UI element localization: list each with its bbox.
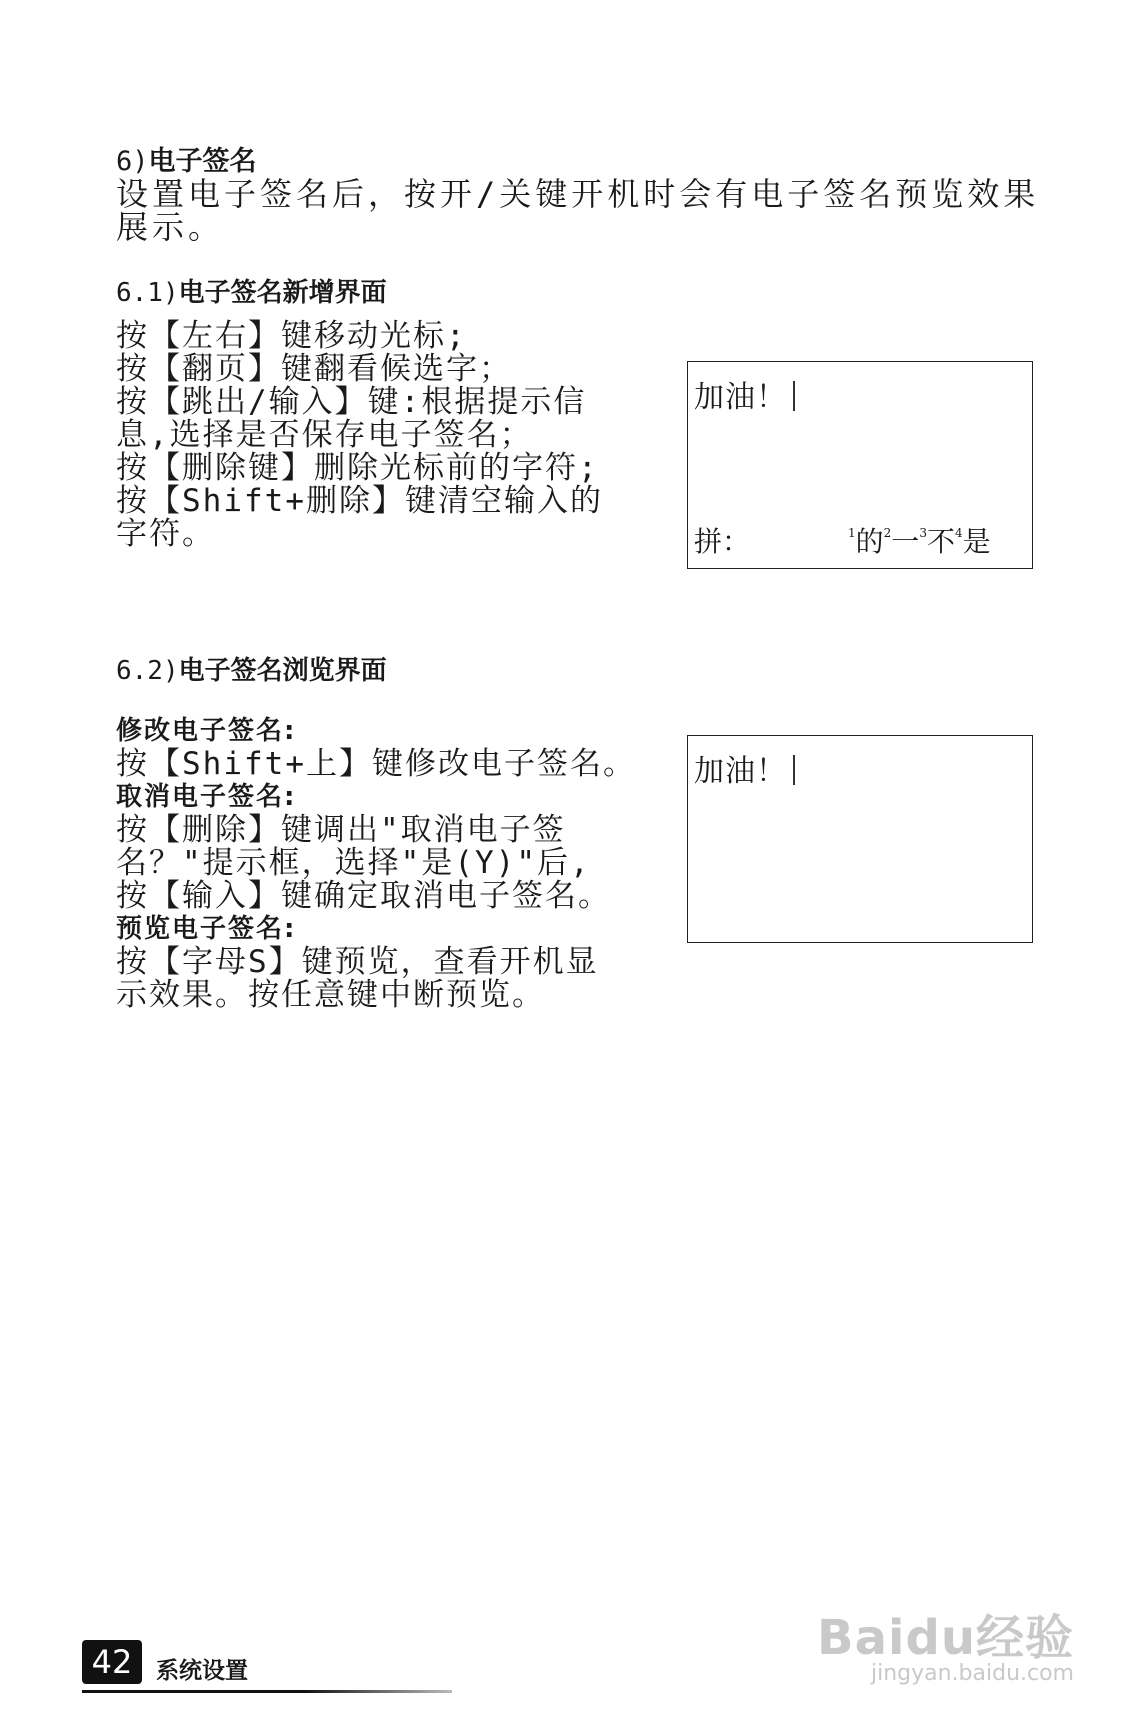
instruction-line: 按【跳出/输入】键:根据提示信 xyxy=(116,384,587,420)
candidate-char: 的 xyxy=(855,525,884,558)
candidate-char: 不 xyxy=(926,525,955,558)
candidate-number: 1 xyxy=(848,526,856,540)
text-cursor xyxy=(793,381,795,411)
section-6-intro: 设置电子签名后，按开/关键开机时会有电子签名预览效果展示。 xyxy=(116,175,1040,246)
pinyin-label: 拼： xyxy=(694,525,751,558)
candidate-list xyxy=(848,520,991,560)
signature-text: 加油！ xyxy=(694,380,787,415)
section-number: 6.2) xyxy=(116,656,179,686)
section-6-2-heading xyxy=(116,655,387,687)
instruction-line: 按【字母S】键预览，查看开机显 xyxy=(116,944,599,980)
screen-text-row xyxy=(694,746,795,790)
section-title: 电子签名浏览界面 xyxy=(178,656,387,686)
watermark-brand: Baidu经验 xyxy=(817,1610,1074,1666)
section-number: 6) xyxy=(116,146,149,177)
footer-rule xyxy=(82,1690,452,1693)
signature-browse-screen xyxy=(687,735,1033,943)
preview-label: 预览电子签名: xyxy=(116,914,297,944)
signature-input-screen xyxy=(687,361,1033,569)
section-6-1-instructions xyxy=(116,320,603,551)
screen-text-row xyxy=(694,372,795,416)
cancel-label: 取消电子签名: xyxy=(116,782,297,812)
instruction-line: 按【Shift+上】键修改电子签名。 xyxy=(116,746,636,782)
text-cursor xyxy=(793,755,795,785)
section-6-2-instructions xyxy=(116,715,636,1012)
candidate-char: 一 xyxy=(891,525,920,558)
instruction-line: 按【输入】键确定取消电子签名。 xyxy=(116,878,611,914)
candidate-number: 2 xyxy=(883,526,892,540)
modify-label: 修改电子签名: xyxy=(116,716,297,746)
section-title: 电子签名 xyxy=(148,146,257,177)
instruction-line: 按【删除键】删除光标前的字符; xyxy=(116,450,599,486)
instruction-line: 名？"提示框，选择"是(Y)"后, xyxy=(116,845,591,881)
candidate-number: 4 xyxy=(954,526,963,540)
instruction-line: 按【翻页】键翻看候选字； xyxy=(116,351,512,387)
instruction-line: 示效果。按任意键中断预览。 xyxy=(116,977,545,1013)
instruction-line: 字符。 xyxy=(116,516,215,552)
candidate-char: 是 xyxy=(962,525,991,558)
instruction-line: 按【删除】键调出"取消电子签 xyxy=(116,812,566,848)
footer-title: 系统设置 xyxy=(156,1658,248,1684)
candidate-number: 3 xyxy=(919,526,927,540)
section-number: 6.1) xyxy=(116,278,179,308)
signature-text: 加油！ xyxy=(694,754,787,789)
section-title: 电子签名新增界面 xyxy=(178,278,387,308)
watermark-url: jingyan.baidu.com xyxy=(870,1661,1074,1686)
page-number: 42 xyxy=(82,1640,142,1684)
instruction-line: 按【左右】键移动光标; xyxy=(116,318,467,354)
baidu-watermark xyxy=(814,1575,1074,1695)
section-6-heading xyxy=(116,146,257,178)
instruction-line: 按【Shift+删除】键清空输入的 xyxy=(116,483,603,519)
section-6-1-heading xyxy=(116,277,387,309)
instruction-line: 息,选择是否保存电子签名； xyxy=(116,417,533,453)
